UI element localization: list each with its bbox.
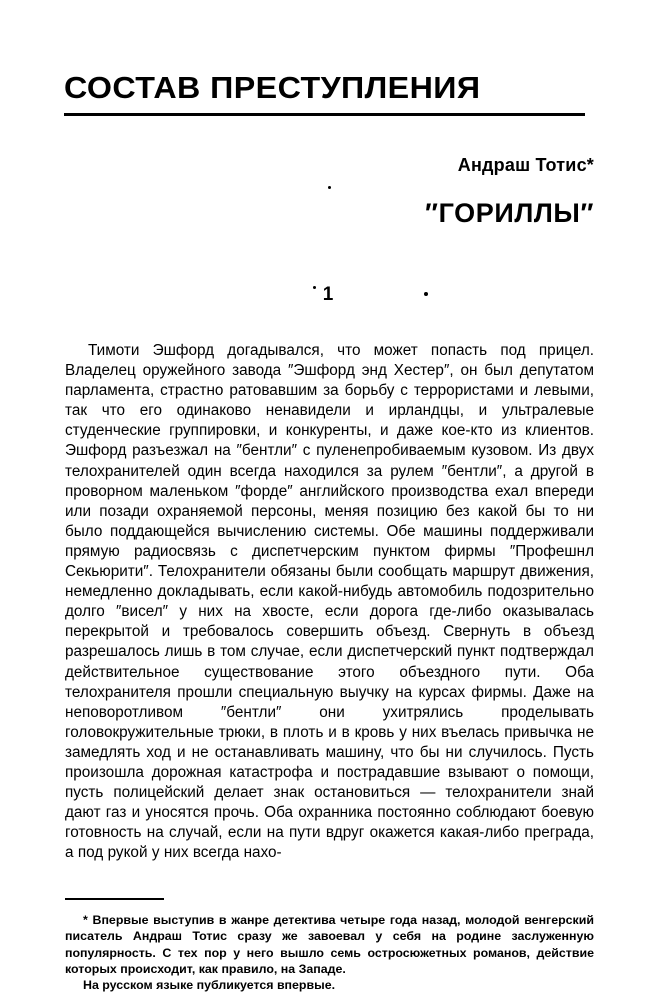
scan-speckle: [313, 286, 316, 289]
section-header: [64, 72, 594, 103]
story-title: ″ГОРИЛЛЫ″: [425, 198, 594, 228]
body-paragraph: Тимоти Эшфорд догадывался, что может попасть под прицел. Владелец оружейного завода ″Эшфорд энд Хестер″, он был депутатом парламента, страстно ратовавшим за борьбу с террористами и левыми, так что его одинаково ненавидели и ирландцы, и ультралевые студенческие группировки, и конкуренты, и даже кое-кто из клиентов. Эшфорд разъезжал на ″бентли″ с пуленепробиваемым кузовом. Из двух телохранителей один всегда находился за рулем ″бентли″, а другой в проворном маленьком ″форде″ английского производства ехал впереди или позади охраняемой персоны, меняя позицию без какой бы то ни было поддающейся вычислению системы. Обе машины поддерживали прямую радиосвязь с диспетчерским пунктом фирмы ″Профешнл Секьюрити″. Телохранители обязаны были сообщать маршрут движения, немедленно докладывать, если какой-нибудь автомобиль подозрительно долго ″висел″ у них на хвосте, если дорога где-либо оказывалась перекрытой и требовалось совершить объезд. Свернуть в объезд разрешалось лишь в том случае, если диспетчерский пункт подтверждал действительное существование этого объездного пути. Оба телохранителя прошли специальную выучку на курсах фирмы. Даже на неповоротливом ″бентли″ они ухитрялись проделывать головокружительные трюки, в плоть и в кровь у них въелась привычка не замедлять ход и не останавливать машину, что бы ни случилось. Пусть произошла дорожная катастрофа и пострадавшие взывают о помощи, пусть полицейский делает знак остановиться — телохранители знай дают газ и уносятся прочь. Оба охранника постоянно соблюдают боевую готовность на случай, если на пути вдруг окажется какая-либо преграда, а под рукой у них всегда нахо-: [65, 342, 594, 862]
scan-speckle: [424, 292, 428, 296]
chapter-number: 1: [322, 284, 334, 305]
footnote-paragraph-2: На русском языке публикуется впервые.: [83, 978, 336, 993]
header-divider-rule: [64, 113, 585, 116]
footnote-divider-rule: [65, 898, 164, 900]
section-title: СОСТАВ ПРЕСТУПЛЕНИЯ: [64, 70, 481, 105]
author-byline: Андраш Тотис*: [457, 155, 594, 175]
footnote-paragraph-1: * Впервые выступив в жанре детектива четыре года назад, молодой венгерский писатель Андраш Тотис сразу же завоевал у себя на родине заслуженную популярность. С тех пор у него вышло семь остросюжетных романов, действие которых происходит, как правило, на Западе.: [65, 913, 594, 976]
scan-speckle: [328, 186, 331, 189]
footnote-block: [65, 912, 594, 993]
